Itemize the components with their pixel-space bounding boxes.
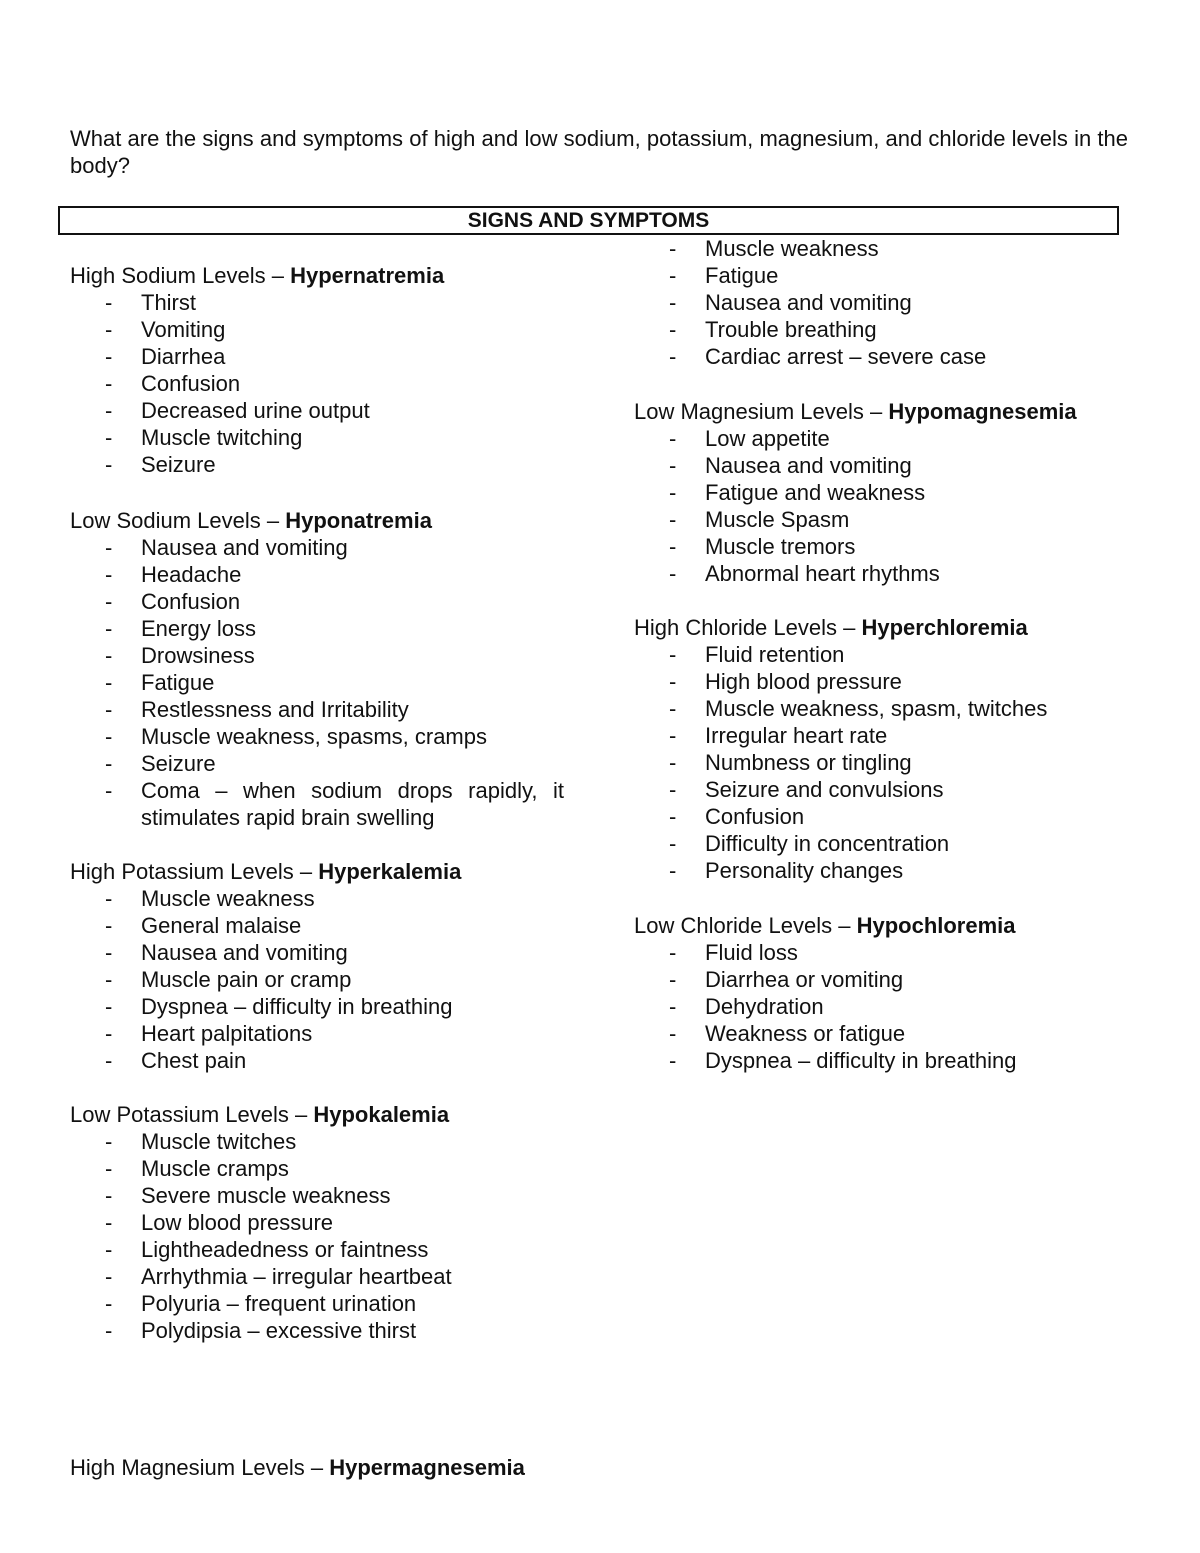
symptom-item <box>634 993 1016 1020</box>
bullet-dash: - <box>669 750 677 775</box>
bullet-dash: - <box>669 236 677 261</box>
symptom-item <box>634 343 986 370</box>
symptom-text: Confusion <box>141 371 241 396</box>
symptom-text: Muscle pain or cramp <box>141 967 352 992</box>
symptom-text: Muscle weakness <box>705 236 879 261</box>
bullet-dash: - <box>669 480 677 505</box>
symptom-text: Numbness or tingling <box>705 750 912 775</box>
symptom-item <box>70 723 564 750</box>
symptom-item <box>634 641 1047 668</box>
symptom-text: Nausea and vomiting <box>141 535 348 560</box>
symptom-list <box>634 235 986 370</box>
section-label: High Magnesium Levels – <box>70 1455 330 1480</box>
bullet-dash: - <box>105 697 113 722</box>
symptom-text: General malaise <box>141 913 302 938</box>
symptom-item <box>70 669 564 696</box>
bullet-dash: - <box>105 344 113 369</box>
section-title <box>634 912 1016 939</box>
bullet-dash: - <box>669 669 677 694</box>
symptom-text: Restlessness and Irritability <box>141 697 409 722</box>
bullet-dash: - <box>105 616 113 641</box>
bullet-dash: - <box>669 723 677 748</box>
symptom-text: Weakness or fatigue <box>705 1021 906 1046</box>
bullet-dash: - <box>669 777 677 802</box>
symptom-list <box>634 939 1016 1074</box>
symptom-text: Fatigue and weakness <box>705 480 926 505</box>
section-term: Hypomagnesemia <box>888 399 1077 424</box>
symptom-item <box>70 993 461 1020</box>
symptom-item <box>70 696 564 723</box>
bullet-dash: - <box>105 1156 113 1181</box>
symptom-text: Polydipsia – excessive thirst <box>141 1318 417 1343</box>
symptom-text: Arrhythmia – irregular heartbeat <box>141 1264 452 1289</box>
bullet-dash: - <box>669 453 677 478</box>
symptom-item <box>634 722 1047 749</box>
symptom-text: Low appetite <box>705 426 830 451</box>
symptom-text: Energy loss <box>141 616 256 641</box>
symptom-text: Heart palpitations <box>141 1021 313 1046</box>
bullet-dash: - <box>105 1129 113 1154</box>
symptom-text: Thirst <box>141 290 196 315</box>
symptom-item <box>634 749 1047 776</box>
section-low-magnesium <box>634 398 1077 587</box>
symptom-item <box>634 316 986 343</box>
symptom-item <box>70 1317 452 1344</box>
section-title <box>70 1101 452 1128</box>
symptom-item <box>70 885 461 912</box>
symptom-item <box>70 1290 452 1317</box>
bullet-dash: - <box>105 643 113 668</box>
section-term: Hyperchloremia <box>861 615 1028 640</box>
symptom-text: Confusion <box>141 589 241 614</box>
section-title <box>70 858 461 885</box>
symptom-item <box>70 561 564 588</box>
bullet-dash: - <box>669 561 677 586</box>
symptom-item <box>70 1047 461 1074</box>
symptom-item <box>70 615 564 642</box>
symptom-list <box>70 534 564 831</box>
section-term: Hypochloremia <box>856 913 1016 938</box>
symptom-text: Headache <box>141 562 242 587</box>
symptom-item <box>70 451 444 478</box>
symptom-item <box>70 370 444 397</box>
bullet-dash: - <box>105 425 113 450</box>
symptom-item <box>70 966 461 993</box>
symptom-text: Irregular heart rate <box>705 723 888 748</box>
symptom-text: Muscle Spasm <box>705 507 850 532</box>
section-label: High Chloride Levels – <box>634 615 862 640</box>
section-title <box>70 507 564 534</box>
section-high-magnesium-title <box>70 1454 525 1481</box>
symptom-item <box>634 533 1077 560</box>
section-title <box>70 262 444 289</box>
symptom-item <box>70 1209 452 1236</box>
symptom-item <box>70 1155 452 1182</box>
symptom-text: Seizure <box>141 751 216 776</box>
bullet-dash: - <box>669 263 677 288</box>
symptom-item <box>634 235 986 262</box>
symptom-text: Personality changes <box>705 858 904 883</box>
bullet-dash: - <box>669 507 677 532</box>
symptom-text: Nausea and vomiting <box>705 290 912 315</box>
section-term: Hyperkalemia <box>318 859 462 884</box>
symptom-text: Chest pain <box>141 1048 247 1073</box>
symptom-text: Dyspnea – difficulty in breathing <box>705 1048 1017 1073</box>
symptom-item <box>70 1182 452 1209</box>
symptom-text: Muscle twitching <box>141 425 303 450</box>
section-label: Low Sodium Levels – <box>70 508 286 533</box>
symptom-list <box>634 641 1047 884</box>
symptom-text: Dehydration <box>705 994 824 1019</box>
section-label: High Potassium Levels – <box>70 859 319 884</box>
symptom-text: Muscle cramps <box>141 1156 289 1181</box>
symptom-item <box>70 1020 461 1047</box>
symptom-text: Abnormal heart rhythms <box>705 561 940 586</box>
symptom-text: Muscle weakness, spasms, cramps <box>141 724 487 749</box>
bullet-dash: - <box>105 886 113 911</box>
bullet-dash: - <box>105 589 113 614</box>
symptom-text: Seizure <box>141 452 216 477</box>
bullet-dash: - <box>105 1183 113 1208</box>
bullet-dash: - <box>105 1048 113 1073</box>
symptom-text: Difficulty in concentration <box>705 831 950 856</box>
symptom-item <box>70 1128 452 1155</box>
bullet-dash: - <box>669 967 677 992</box>
question-text: What are the signs and symptoms of high and low sodium, potassium, magnesium, and chloride levels in the body? <box>70 126 1128 178</box>
bullet-dash: - <box>105 751 113 776</box>
bullet-dash: - <box>105 778 113 803</box>
symptom-text: Drowsiness <box>141 643 255 668</box>
symptom-text: Decreased urine output <box>141 398 370 423</box>
symptom-text: Lightheadedness or faintness <box>141 1237 429 1262</box>
symptom-text: Fluid loss <box>705 940 798 965</box>
section-label: High Sodium Levels – <box>70 263 291 288</box>
section-low-sodium <box>70 507 564 831</box>
symptom-item <box>634 479 1077 506</box>
section-high-potassium <box>70 858 461 1074</box>
symptom-text: Nausea and vomiting <box>141 940 348 965</box>
bullet-dash: - <box>669 426 677 451</box>
symptom-item <box>70 588 564 615</box>
symptom-text: Polyuria – frequent urination <box>141 1291 417 1316</box>
symptom-item <box>70 939 461 966</box>
symptom-item <box>634 452 1077 479</box>
symptom-text: Trouble breathing <box>705 317 877 342</box>
bullet-dash: - <box>105 1291 113 1316</box>
symptom-item <box>70 289 444 316</box>
section-term: Hypermagnesemia <box>329 1455 525 1480</box>
symptom-item <box>70 1263 452 1290</box>
bullet-dash: - <box>105 1021 113 1046</box>
bullet-dash: - <box>105 1237 113 1262</box>
bullet-dash: - <box>105 1318 113 1343</box>
bullet-dash: - <box>669 858 677 883</box>
section-term: Hypokalemia <box>313 1102 450 1127</box>
bullet-dash: - <box>669 290 677 315</box>
bullet-dash: - <box>105 452 113 477</box>
bullet-dash: - <box>105 724 113 749</box>
symptom-item <box>634 289 986 316</box>
symptom-item <box>634 506 1077 533</box>
symptom-text: Nausea and vomiting <box>705 453 912 478</box>
symptom-text: Diarrhea or vomiting <box>705 967 904 992</box>
bullet-dash: - <box>669 642 677 667</box>
symptom-item <box>634 695 1047 722</box>
bullet-dash: - <box>669 317 677 342</box>
symptom-text: Dyspnea – difficulty in breathing <box>141 994 453 1019</box>
symptom-text: Cardiac arrest – severe case <box>705 344 987 369</box>
bullet-dash: - <box>669 344 677 369</box>
bullet-dash: - <box>669 940 677 965</box>
bullet-dash: - <box>105 670 113 695</box>
symptom-item <box>70 912 461 939</box>
symptom-item <box>70 1236 452 1263</box>
bullet-dash: - <box>105 940 113 965</box>
symptom-item <box>634 425 1077 452</box>
bullet-dash: - <box>105 371 113 396</box>
symptom-list <box>70 289 444 478</box>
symptom-text: Muscle weakness, spasm, twitches <box>705 696 1048 721</box>
symptom-text: Vomiting <box>141 317 226 342</box>
section-high-magnesium-items <box>634 235 986 370</box>
section-title <box>634 614 1047 641</box>
symptom-text: Diarrhea <box>141 344 226 369</box>
symptom-list <box>70 1128 452 1344</box>
section-high-chloride <box>634 614 1047 884</box>
bullet-dash: - <box>105 290 113 315</box>
symptom-item <box>634 560 1077 587</box>
symptom-text: Fatigue <box>705 263 779 288</box>
symptom-text: Coma – when sodium drops rapidly, it stimulates rapid brain swelling <box>141 778 564 830</box>
symptom-text: Confusion <box>705 804 805 829</box>
symptom-list <box>70 885 461 1074</box>
section-low-potassium <box>70 1101 452 1344</box>
symptom-item <box>634 1047 1016 1074</box>
symptom-item <box>70 424 444 451</box>
bullet-dash: - <box>105 317 113 342</box>
bullet-dash: - <box>105 535 113 560</box>
section-high-sodium <box>70 262 444 478</box>
symptom-item <box>634 1020 1016 1047</box>
symptom-item <box>70 316 444 343</box>
section-label: Low Magnesium Levels – <box>634 399 889 424</box>
symptom-text: High blood pressure <box>705 669 902 694</box>
symptom-item <box>634 857 1047 884</box>
symptom-text: Muscle weakness <box>141 886 315 911</box>
symptom-item <box>70 642 564 669</box>
bullet-dash: - <box>669 534 677 559</box>
symptom-item <box>70 777 564 831</box>
section-low-chloride <box>634 912 1016 1074</box>
symptom-text: Low blood pressure <box>141 1210 334 1235</box>
section-title <box>634 398 1077 425</box>
symptom-item <box>70 397 444 424</box>
symptom-item <box>634 776 1047 803</box>
symptom-text: Severe muscle weakness <box>141 1183 391 1208</box>
symptom-text: Muscle twitches <box>141 1129 297 1154</box>
symptom-item <box>634 966 1016 993</box>
bullet-dash: - <box>669 831 677 856</box>
symptom-item <box>70 750 564 777</box>
bullet-dash: - <box>105 913 113 938</box>
bullet-dash: - <box>105 1264 113 1289</box>
bullet-dash: - <box>669 696 677 721</box>
symptom-text: Seizure and convulsions <box>705 777 944 802</box>
symptom-text: Fluid retention <box>705 642 845 667</box>
symptom-item <box>634 939 1016 966</box>
bullet-dash: - <box>105 562 113 587</box>
bullet-dash: - <box>105 967 113 992</box>
symptom-text: Fatigue <box>141 670 215 695</box>
symptom-item <box>634 803 1047 830</box>
section-title <box>70 1454 525 1481</box>
symptom-item <box>70 343 444 370</box>
section-term: Hypernatremia <box>290 263 445 288</box>
bullet-dash: - <box>669 1021 677 1046</box>
section-label: Low Chloride Levels – <box>634 913 857 938</box>
bullet-dash: - <box>669 994 677 1019</box>
bullet-dash: - <box>669 804 677 829</box>
signs-and-symptoms-header: SIGNS AND SYMPTOMS <box>58 206 1119 235</box>
section-label: Low Potassium Levels – <box>70 1102 314 1127</box>
symptom-item <box>634 830 1047 857</box>
symptom-text: Muscle tremors <box>705 534 856 559</box>
symptom-list <box>634 425 1077 587</box>
section-term: Hyponatremia <box>285 508 432 533</box>
bullet-dash: - <box>105 1210 113 1235</box>
symptom-item <box>70 534 564 561</box>
bullet-dash: - <box>669 1048 677 1073</box>
bullet-dash: - <box>105 994 113 1019</box>
symptom-item <box>634 262 986 289</box>
symptom-item <box>634 668 1047 695</box>
bullet-dash: - <box>105 398 113 423</box>
